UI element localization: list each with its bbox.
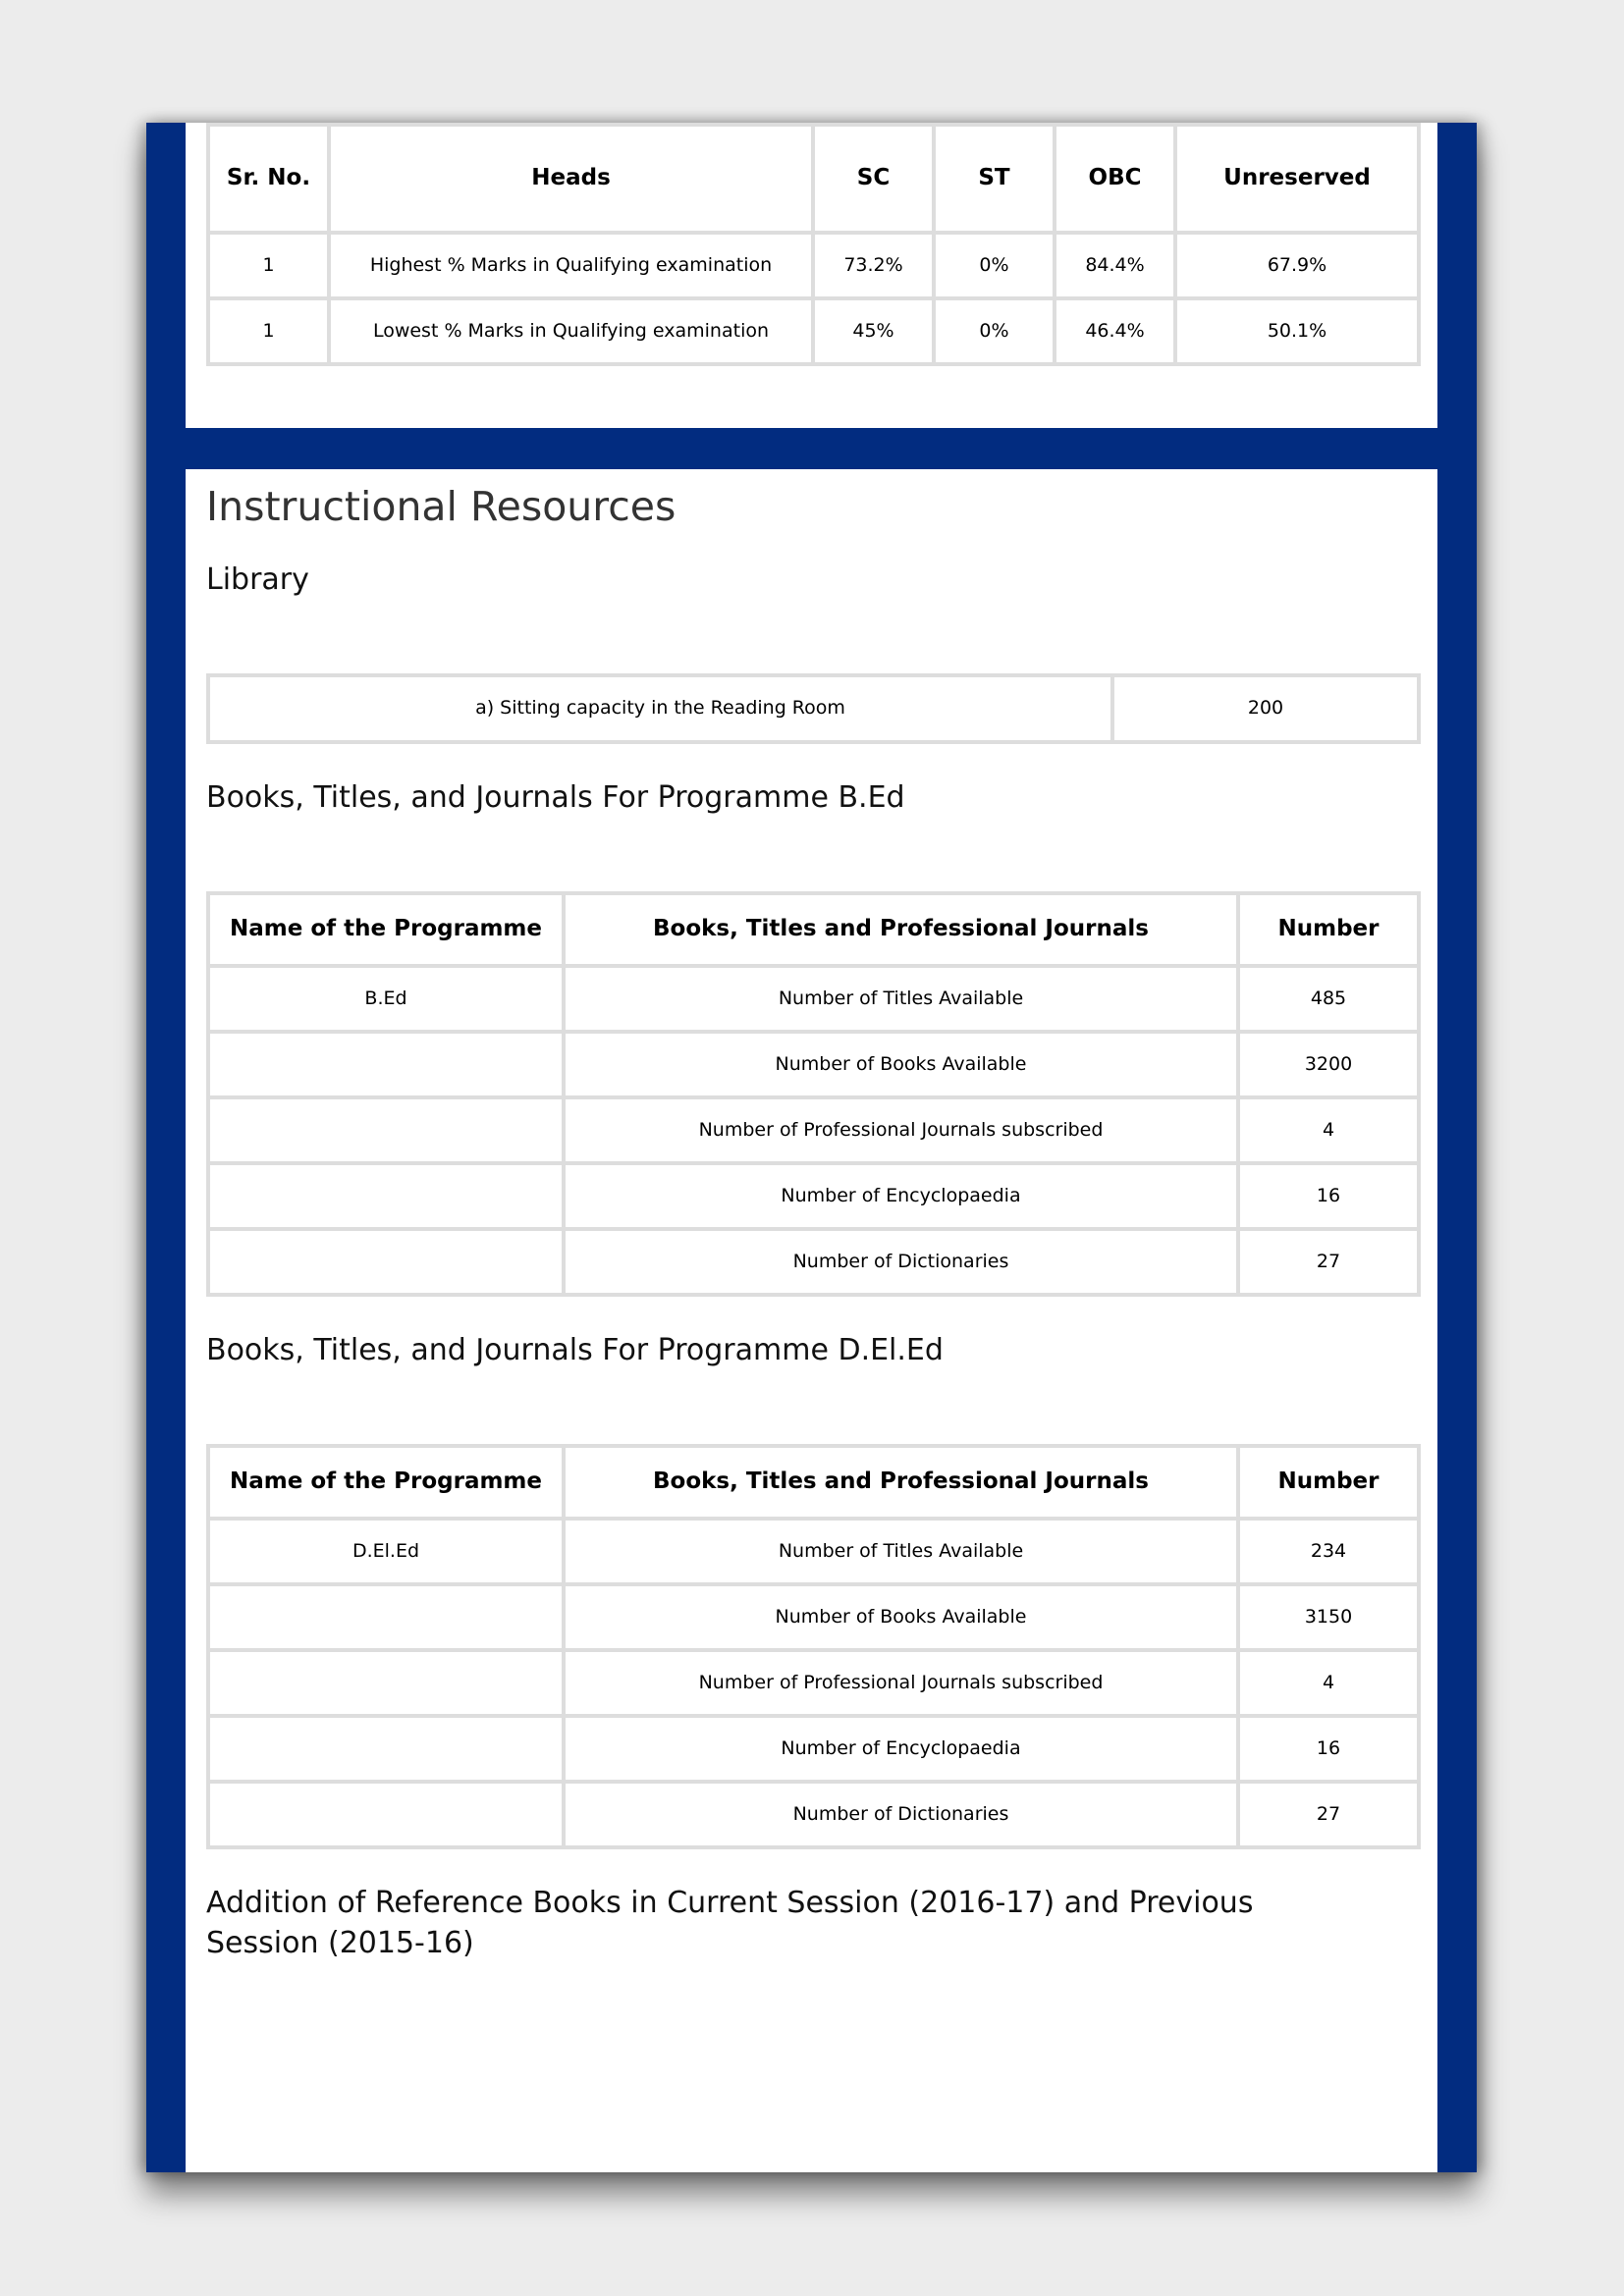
cell-programme: B.Ed	[208, 966, 564, 1032]
table-row	[208, 1229, 1419, 1295]
cell-resource: Number of Books Available	[564, 1032, 1238, 1097]
cell-programme	[208, 1584, 564, 1650]
cell-programme	[208, 1650, 564, 1716]
instructional-resources-panel	[186, 469, 1437, 2172]
cell-programme	[208, 1229, 564, 1295]
table-row	[208, 1032, 1419, 1097]
col-header-programme: Name of the Programme	[208, 1446, 564, 1519]
cell-number: 234	[1238, 1519, 1419, 1584]
page-frame	[146, 123, 1477, 2172]
table-header-row	[208, 893, 1419, 966]
cell-programme	[208, 1097, 564, 1163]
table-row	[208, 1097, 1419, 1163]
cell-programme: D.El.Ed	[208, 1519, 564, 1584]
cell-number: 3200	[1238, 1032, 1419, 1097]
cell-programme	[208, 1782, 564, 1847]
reference-books-heading: Addition of Reference Books in Current Session (2016-17) and Previous Session (2015-16)	[206, 1886, 1254, 1961]
cell-number: 4	[1238, 1097, 1419, 1163]
table-header-row	[208, 1446, 1419, 1519]
marks-panel	[186, 123, 1437, 428]
cell-head: Highest % Marks in Qualifying examination	[329, 233, 813, 298]
bed-heading: Books, Titles, and Journals For Programme B.Ed	[206, 780, 905, 815]
cell-obc: 46.4%	[1055, 298, 1175, 364]
cell-head: Lowest % Marks in Qualifying examination	[329, 298, 813, 364]
cell-resource: Number of Encyclopaedia	[564, 1163, 1238, 1229]
table-header-row	[208, 125, 1419, 233]
table-row	[208, 1163, 1419, 1229]
cell-st: 0%	[934, 298, 1055, 364]
table-row	[208, 1519, 1419, 1584]
col-header-heads: Heads	[329, 125, 813, 233]
cell-sc: 73.2%	[813, 233, 934, 298]
capacity-value: 200	[1112, 675, 1419, 742]
col-header-unreserved: Unreserved	[1175, 125, 1419, 233]
table-row	[208, 966, 1419, 1032]
deled-heading: Books, Titles, and Journals For Programme D.El.Ed	[206, 1333, 944, 1367]
cell-number: 16	[1238, 1163, 1419, 1229]
table-row	[208, 233, 1419, 298]
cell-number: 485	[1238, 966, 1419, 1032]
deled-books-table	[206, 1444, 1421, 1849]
cell-resource: Number of Dictionaries	[564, 1229, 1238, 1295]
cell-sr-no: 1	[208, 233, 329, 298]
col-header-st: ST	[934, 125, 1055, 233]
cell-number: 27	[1238, 1782, 1419, 1847]
cell-resource: Number of Titles Available	[564, 966, 1238, 1032]
col-header-sc: SC	[813, 125, 934, 233]
col-header-sr-no: Sr. No.	[208, 125, 329, 233]
table-row	[208, 1782, 1419, 1847]
cell-number: 27	[1238, 1229, 1419, 1295]
cell-sc: 45%	[813, 298, 934, 364]
cell-resource: Number of Encyclopaedia	[564, 1716, 1238, 1782]
section-title: Instructional Resources	[206, 483, 677, 530]
cell-programme	[208, 1163, 564, 1229]
cell-sr-no: 1	[208, 298, 329, 364]
capacity-label: a) Sitting capacity in the Reading Room	[208, 675, 1112, 742]
cell-number: 16	[1238, 1716, 1419, 1782]
cell-number: 3150	[1238, 1584, 1419, 1650]
col-header-number: Number	[1238, 1446, 1419, 1519]
cell-unreserved: 50.1%	[1175, 298, 1419, 364]
cell-number: 4	[1238, 1650, 1419, 1716]
qualifying-marks-table	[206, 123, 1421, 366]
library-heading: Library	[206, 562, 309, 597]
col-header-programme: Name of the Programme	[208, 893, 564, 966]
table-row	[208, 675, 1419, 742]
cell-obc: 84.4%	[1055, 233, 1175, 298]
col-header-resources: Books, Titles and Professional Journals	[564, 893, 1238, 966]
cell-programme	[208, 1032, 564, 1097]
cell-resource: Number of Dictionaries	[564, 1782, 1238, 1847]
table-row	[208, 1584, 1419, 1650]
cell-st: 0%	[934, 233, 1055, 298]
cell-unreserved: 67.9%	[1175, 233, 1419, 298]
cell-programme	[208, 1716, 564, 1782]
table-row	[208, 298, 1419, 364]
bed-books-table	[206, 891, 1421, 1297]
cell-resource: Number of Professional Journals subscribed	[564, 1650, 1238, 1716]
table-row	[208, 1650, 1419, 1716]
cell-resource: Number of Books Available	[564, 1584, 1238, 1650]
col-header-obc: OBC	[1055, 125, 1175, 233]
cell-resource: Number of Professional Journals subscribed	[564, 1097, 1238, 1163]
col-header-resources: Books, Titles and Professional Journals	[564, 1446, 1238, 1519]
cell-resource: Number of Titles Available	[564, 1519, 1238, 1584]
table-row	[208, 1716, 1419, 1782]
col-header-number: Number	[1238, 893, 1419, 966]
reading-room-table	[206, 673, 1421, 744]
